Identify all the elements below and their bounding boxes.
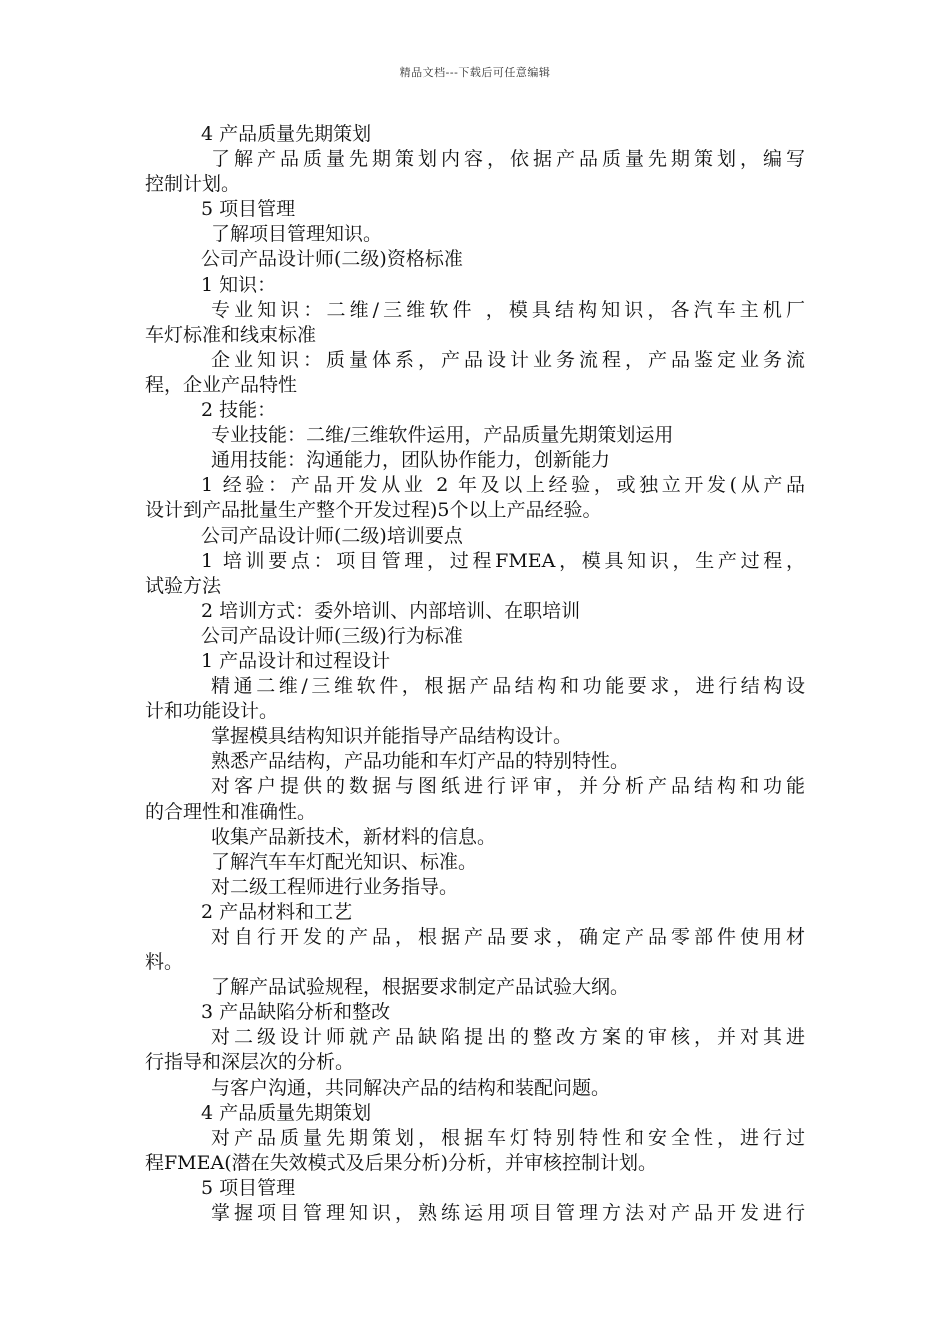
document-body [145,122,805,1226]
paragraph-line: 对客户提供的数据与图纸进行评审，并分析产品结构和功能 [211,775,805,798]
paragraph-line: 企业知识：质量体系，产品设计业务流程，产品鉴定业务流 [211,348,805,371]
paragraph-line: 专业技能：二维/三维软件运用，产品质量先期策划运用 [211,424,674,447]
paragraph-line: 对二级设计师就产品缺陷提出的整改方案的审核，并对其进 [211,1026,805,1049]
paragraph-continuation-line: 行指导和深层次的分析。 [145,1051,355,1074]
paragraph-line: 了解项目管理知识。 [211,223,383,246]
section-heading-line: 4 产品质量先期策划 [201,123,372,145]
section-heading-line: 2 培训方式：委外培训、内部培训、在职培训 [201,599,581,622]
paragraph-continuation-line: 计和功能设计。 [145,700,279,723]
paragraph-line: 掌握模具结构知识并能指导产品结构设计。 [211,725,573,748]
section-heading-line: 5 项目管理 [201,198,296,221]
paragraph-continuation-line: 试验方法 [145,574,222,597]
section-heading-line: 1 培训要点：项目管理，过程FMEA，模具知识，生产过程， [201,549,805,572]
section-heading-line: 1 产品设计和过程设计 [201,649,391,672]
paragraph-line: 了解产品质量先期策划内容，依据产品质量先期策划，编写 [211,148,805,171]
section-heading-line: 1 知识： [201,273,277,296]
paragraph-continuation-line: 设计到产品批量生产整个开发过程)5个以上产品经验。 [145,499,602,522]
paragraph-continuation-line: 料。 [145,951,184,974]
paragraph-continuation-line: 的合理性和准确性。 [145,800,317,823]
paragraph-line: 专业知识：二维/三维软件 ，模具结构知识，各汽车主机厂 [211,298,805,321]
section-heading-line: 公司产品设计师(二级)资格标准 [201,248,463,271]
page-header: 精品文档---下载后可任意编辑 [399,66,551,79]
section-heading-line: 4 产品质量先期策划 [201,1101,372,1124]
paragraph-line: 掌握项目管理知识，熟练运用项目管理方法对产品开发进行 [211,1202,805,1225]
paragraph-line: 熟悉产品结构，产品功能和车灯产品的特别特性。 [211,750,630,773]
paragraph-line: 对二级工程师进行业务指导。 [211,875,459,898]
section-heading-line: 2 技能： [201,399,277,422]
paragraph-continuation-line: 车灯标准和线束标准 [145,323,317,346]
section-heading-line: 公司产品设计师(三级)行为标准 [201,624,463,647]
paragraph-continuation-line: 控制计划。 [145,173,241,196]
section-heading-line: 2 产品材料和工艺 [201,900,353,923]
paragraph-line: 了解产品试验规程，根据要求制定产品试验大纲。 [211,976,630,999]
paragraph-line: 了解汽车车灯配光知识、标准。 [211,850,478,873]
section-heading-line: 公司产品设计师(二级)培训要点 [201,524,463,547]
paragraph-line: 收集产品新技术，新材料的信息。 [211,825,497,848]
paragraph-line: 对自行开发的产品，根据产品要求，确定产品零部件使用材 [211,926,805,948]
paragraph-line: 与客户沟通，共同解决产品的结构和装配问题。 [211,1076,611,1099]
paragraph-continuation-line: 程FMEA(潜在失效模式及后果分析)分析，并审核控制计划。 [145,1151,658,1174]
paragraph-line: 对产品质量先期策划，根据车灯特别特性和安全性，进行过 [211,1126,805,1149]
section-heading-line: 1 经验：产品开发从业 2 年及以上经验，或独立开发(从产品 [201,474,805,497]
paragraph-continuation-line: 程，企业产品特性 [145,373,298,396]
paragraph-line: 通用技能：沟通能力，团队协作能力，创新能力 [211,449,611,472]
section-heading-line: 3 产品缺陷分析和整改 [201,1001,391,1024]
paragraph-line: 精通二维/三维软件，根据产品结构和功能要求，进行结构设 [211,675,805,698]
section-heading-line: 5 项目管理 [201,1176,296,1199]
